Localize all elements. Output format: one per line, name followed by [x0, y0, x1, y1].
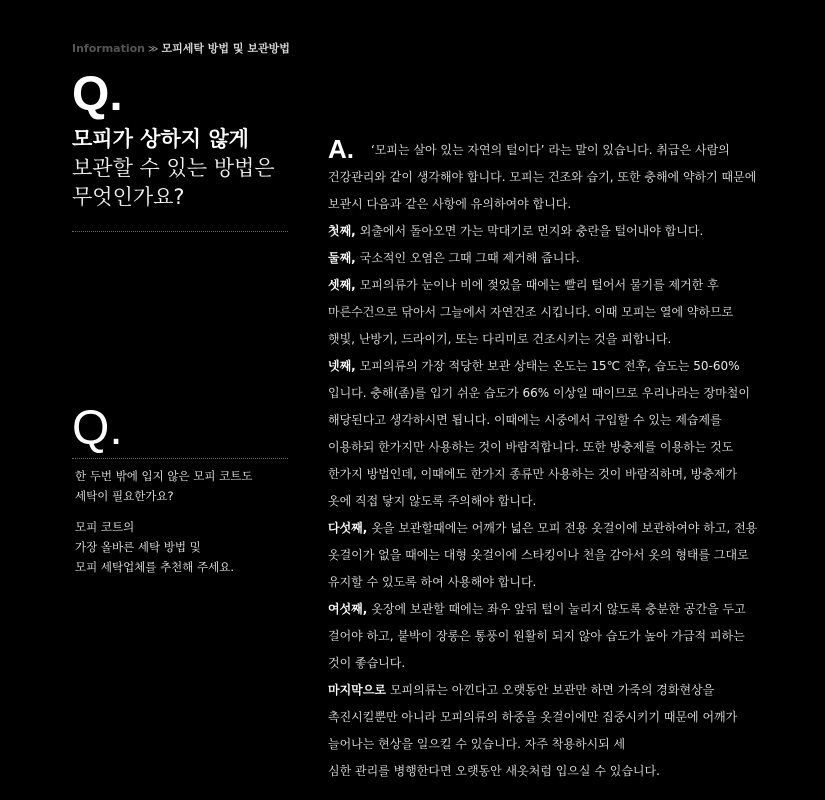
answer-line	[328, 542, 823, 569]
answer-line	[328, 596, 823, 623]
answer-line	[328, 758, 823, 785]
question1-mark: Q.	[72, 68, 123, 121]
answer-line	[328, 569, 823, 596]
answer-line-text: 옷을 보관할때에는 어깨가 넓은 모피 전용 옷걸이에 보관하여야 하고, 전용	[371, 521, 758, 535]
breadcrumb-current-page: 모피세탁 방법 및 보관방법	[161, 42, 290, 55]
divider	[72, 231, 288, 232]
answer-line-text: ‘모피는 살아 있는 자연의 털이다’ 라는 말이 있습니다. 취급은 사람의	[371, 143, 730, 157]
answer-line-text: 해당된다고 생각하시면 됩니다. 이때에는 시중에서 구입할 수 있는 제습제를	[328, 413, 722, 427]
answer-line-text: 옷에 직접 닿지 않도록 주의해야 합니다.	[328, 494, 537, 508]
question2-mark: Q.	[72, 402, 123, 455]
question1-title	[72, 125, 302, 212]
answer-line-label: 넷째,	[328, 359, 356, 373]
answer-line-text: 모피의류는 아낀다고 오랫동안 보관만 하면 가죽의 경화현상을	[389, 683, 715, 697]
answer-line	[328, 677, 823, 704]
answer-line	[328, 380, 823, 407]
answer-mark: A.	[328, 134, 354, 164]
question1-title-line1: 모피가 상하지 않게	[72, 127, 249, 151]
breadcrumb-section[interactable]: Information	[72, 42, 145, 55]
answer-line	[328, 218, 823, 245]
answer-line-label: 첫째,	[328, 224, 356, 238]
answer-line	[328, 461, 823, 488]
answer-line-text: 건강관리와 같이 생각해야 합니다. 모피는 건조와 습기, 또한 충해에 약하기 때문에	[328, 170, 757, 184]
answer-line	[328, 407, 823, 434]
answer-text	[328, 137, 823, 785]
answer-line-label: 다섯째,	[328, 521, 368, 535]
question2-body	[75, 517, 295, 577]
answer-line-text: 것이 좋습니다.	[328, 656, 406, 670]
answer-line-text: 유지할 수 있도록 하여 사용해야 합니다.	[328, 575, 537, 589]
answer-line-text: 옷걸이가 없을 때에는 대형 옷걸이에 스타킹이나 천을 감아서 옷의 형태를 그대로	[328, 548, 749, 562]
question2-line1: 한 두번 밖에 입지 않은 모피 코트도	[75, 469, 253, 483]
answer-line-text: 모피의류가 눈이나 비에 젖었을 때에는 빨리 털어서 물기를 제거한 후	[359, 278, 719, 292]
answer-line	[328, 650, 823, 677]
answer-line-text: 모피의류의 가장 적당한 보관 상태는 온도는 15℃ 전후, 습도는 50-60%	[359, 359, 740, 373]
answer-line	[328, 164, 823, 191]
answer-block	[328, 134, 823, 785]
answer-line	[328, 326, 823, 353]
answer-line	[328, 623, 823, 650]
answer-line-label: 여섯째,	[328, 602, 368, 616]
answer-line-text: 늘어나는 현상을 일으킬 수 있습니다. 자주 착용하시되 세	[328, 737, 626, 751]
answer-line-text: 이용하되 한가지만 사용하는 것이 바람직합니다. 또한 방충제를 이용하는 것도	[328, 440, 734, 454]
answer-line	[328, 272, 823, 299]
divider	[72, 458, 288, 459]
question2-line5: 모피 세탁업체를 추천해 주세요.	[75, 560, 235, 574]
question2-heading	[75, 466, 295, 506]
answer-line-text: 옷장에 보관할 때에는 좌우 앞뒤 털이 눌리지 않도록 충분한 공간을 두고	[371, 602, 746, 616]
question2-line4: 가장 올바른 세탁 방법 및	[75, 540, 201, 554]
breadcrumb-separator-icon: ≫	[148, 44, 159, 55]
answer-line-text: 외출에서 돌아오면 가는 막대기로 먼지와 충란을 털어내야 합니다.	[359, 224, 704, 238]
question1-title-line2: 보관할 수 있는 방법은	[72, 156, 275, 180]
answer-line-text: 햇빛, 난방기, 드라이기, 또는 다리미로 건조시키는 것을 피합니다.	[328, 332, 672, 346]
breadcrumb	[72, 42, 290, 57]
answer-line-label: 마지막으로	[328, 683, 386, 697]
answer-line-text: 걸어야 하고, 붙박이 장롱은 통풍이 원활히 되지 않아 습도가 높아 가급적 피하는	[328, 629, 745, 643]
answer-line	[328, 137, 823, 164]
answer-line	[328, 434, 823, 461]
answer-line	[328, 353, 823, 380]
answer-line	[328, 191, 823, 218]
answer-line-text: 보관시 다음과 같은 사항에 유의하여야 합니다.	[328, 197, 572, 211]
answer-line-text: 심한 관리를 병행한다면 오랫동안 새옷처럼 입으실 수 있습니다.	[328, 764, 660, 778]
answer-line-label: 둘째,	[328, 251, 356, 265]
question2-line3: 모피 코트의	[75, 520, 135, 534]
answer-line	[328, 731, 823, 758]
question2-line2: 세탁이 필요한가요?	[75, 489, 174, 503]
answer-line-text: 국소적인 오염은 그때 그때 제거해 줍니다.	[359, 251, 580, 265]
answer-line	[328, 704, 823, 731]
answer-line-text: 마른수건으로 닦아서 그늘에서 자연건조 시킵니다. 이때 모피는 열에 약하므로	[328, 305, 734, 319]
answer-line	[328, 299, 823, 326]
question1-title-line3: 무엇인가요?	[72, 185, 185, 209]
answer-line	[328, 515, 823, 542]
answer-line	[328, 245, 823, 272]
answer-line	[328, 488, 823, 515]
answer-line-text: 촉진시킬뿐만 아니라 모피의류의 하중을 옷걸이에만 집중시키기 때문에 어깨가	[328, 710, 738, 724]
answer-line-text: 한가지 방법인데, 이때에도 한가지 종류만 사용하는 것이 바람직하며, 방충제가	[328, 467, 738, 481]
answer-line-text: 입니다. 충해(좀)를 입기 쉬운 습도가 66% 이상일 때이므로 우리나라는 장마철이	[328, 386, 750, 400]
answer-line-label: 셋째,	[328, 278, 356, 292]
